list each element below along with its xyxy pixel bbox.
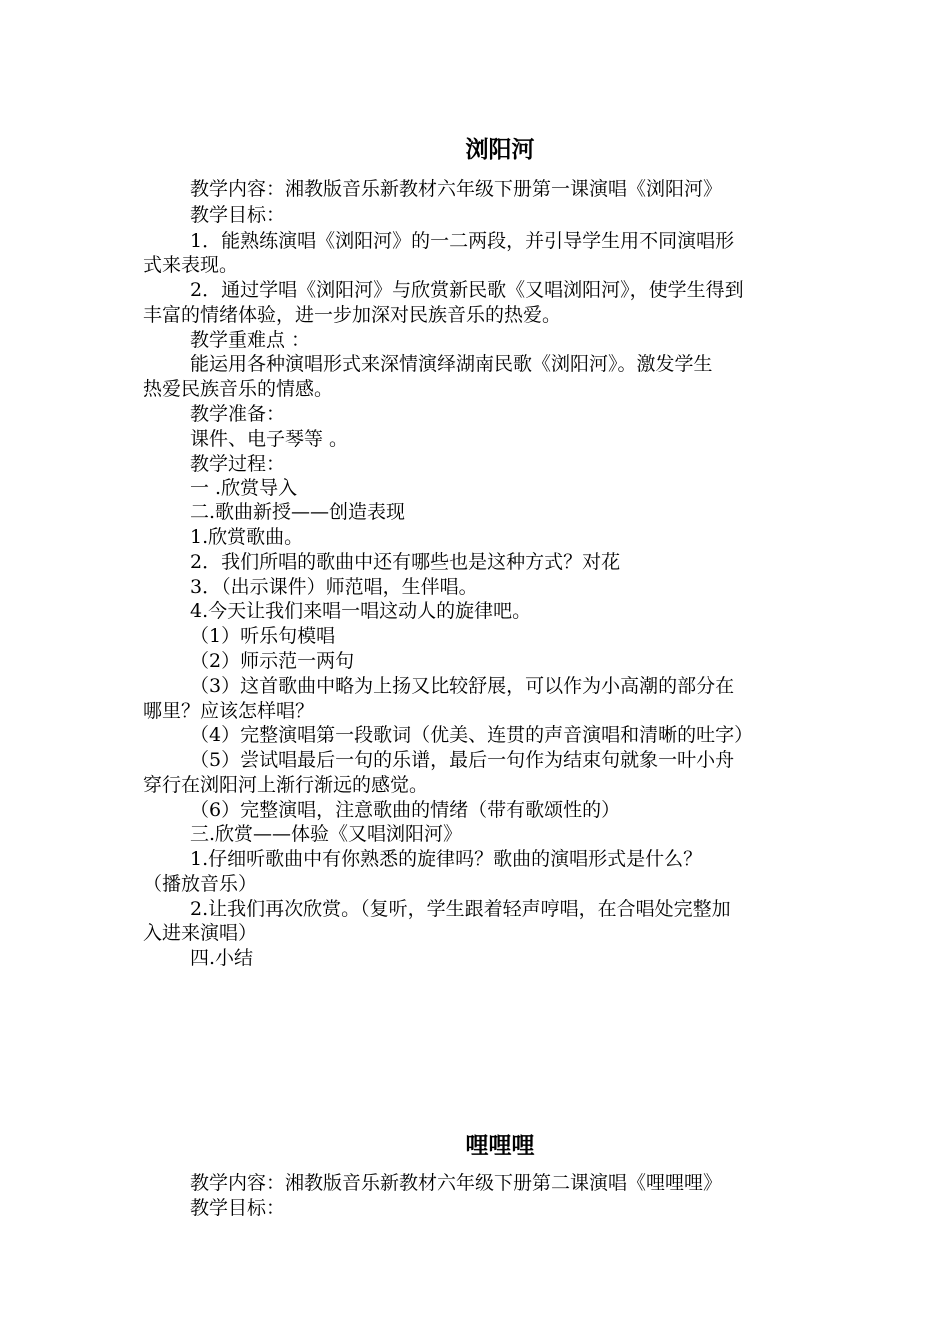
step-2-sub-1: （1）听乐句模唱 <box>190 625 336 647</box>
step-2-sub-4: （4）完整演唱第一段歌词（优美、连贯的声音演唱和清晰的吐字） <box>190 724 754 746</box>
section-heading-key-points: 教学重难点 ： <box>190 329 311 351</box>
step-2-item-1: 1.欣赏歌曲。 <box>190 526 304 548</box>
step-2-item-2: 2．我们所唱的歌曲中还有哪些也是这种方式？对花 <box>190 551 621 573</box>
goal-1-line-2: 式来表现。 <box>143 254 239 276</box>
step-3: 三.欣赏——体验《又唱浏阳河》 <box>190 823 463 845</box>
preparation-text: 课件、电子琴等 。 <box>190 428 349 450</box>
goal-2-line-1: 2．通过学唱《浏阳河》与欣赏新民歌《又唱浏阳河》，使学生得到 <box>190 279 744 301</box>
step-2-sub-2: （2）师示范一两句 <box>190 650 355 672</box>
step-3-item-2-line-2: 入进来演唱） <box>143 922 258 944</box>
goal-1-line-1: 1．能熟练演唱《浏阳河》的一二两段，并引导学生用不同演唱形 <box>190 230 735 252</box>
lesson-content: 教学内容：湘教版音乐新教材六年级下册第二课演唱《哩哩哩》 <box>190 1172 723 1194</box>
step-2-sub-5-line-2: 穿行在浏阳河上渐行渐远的感觉。 <box>143 774 429 796</box>
goal-2-line-2: 丰富的情绪体验，进一步加深对民族音乐的热爱。 <box>143 304 562 326</box>
lesson-title: 浏阳河 <box>465 137 535 163</box>
step-4: 四.小结 <box>190 947 254 969</box>
step-2-sub-3-line-2: 哪里？应该怎样唱？ <box>143 700 315 722</box>
step-2-item-3: 3．（出示课件）师范唱，生伴唱。 <box>190 576 478 598</box>
step-2-item-4: 4.今天让我们来唱一唱这动人的旋律吧。 <box>190 600 532 622</box>
step-3-item-1-line-2: （播放音乐） <box>143 873 258 895</box>
key-points-line-1: 能运用各种演唱形式来深情演绎湖南民歌《浏阳河》。激发学生 <box>190 353 713 375</box>
step-2-sub-6: （6）完整演唱，注意歌曲的情绪（带有歌颂性的） <box>190 799 621 821</box>
key-points-line-2: 热爱民族音乐的情感。 <box>143 378 334 400</box>
section-heading-preparation: 教学准备： <box>190 403 286 425</box>
step-2-sub-5-line-1: （5）尝试唱最后一句的乐谱，最后一句作为结束句就象一叶小舟 <box>190 749 735 771</box>
section-heading-goals: 教学目标： <box>190 1197 286 1219</box>
step-3-item-2-line-1: 2.让我们再次欣赏。（复听，学生跟着轻声哼唱，在合唱处完整加 <box>190 898 731 920</box>
step-2: 二.歌曲新授——创造表现 <box>190 501 406 523</box>
section-heading-process: 教学过程： <box>190 453 286 475</box>
step-1: 一 .欣赏导入 <box>190 477 298 499</box>
section-heading-goals: 教学目标： <box>190 204 286 226</box>
lesson-title: 哩哩哩 <box>465 1133 535 1159</box>
step-3-item-1-line-1: 1.仔细听歌曲中有你熟悉的旋律吗？歌曲的演唱形式是什么？ <box>190 848 703 870</box>
step-2-sub-3-line-1: （3）这首歌曲中略为上扬又比较舒展，可以作为小高潮的部分在 <box>190 675 735 697</box>
lesson-content: 教学内容：湘教版音乐新教材六年级下册第一课演唱《浏阳河》 <box>190 178 723 200</box>
